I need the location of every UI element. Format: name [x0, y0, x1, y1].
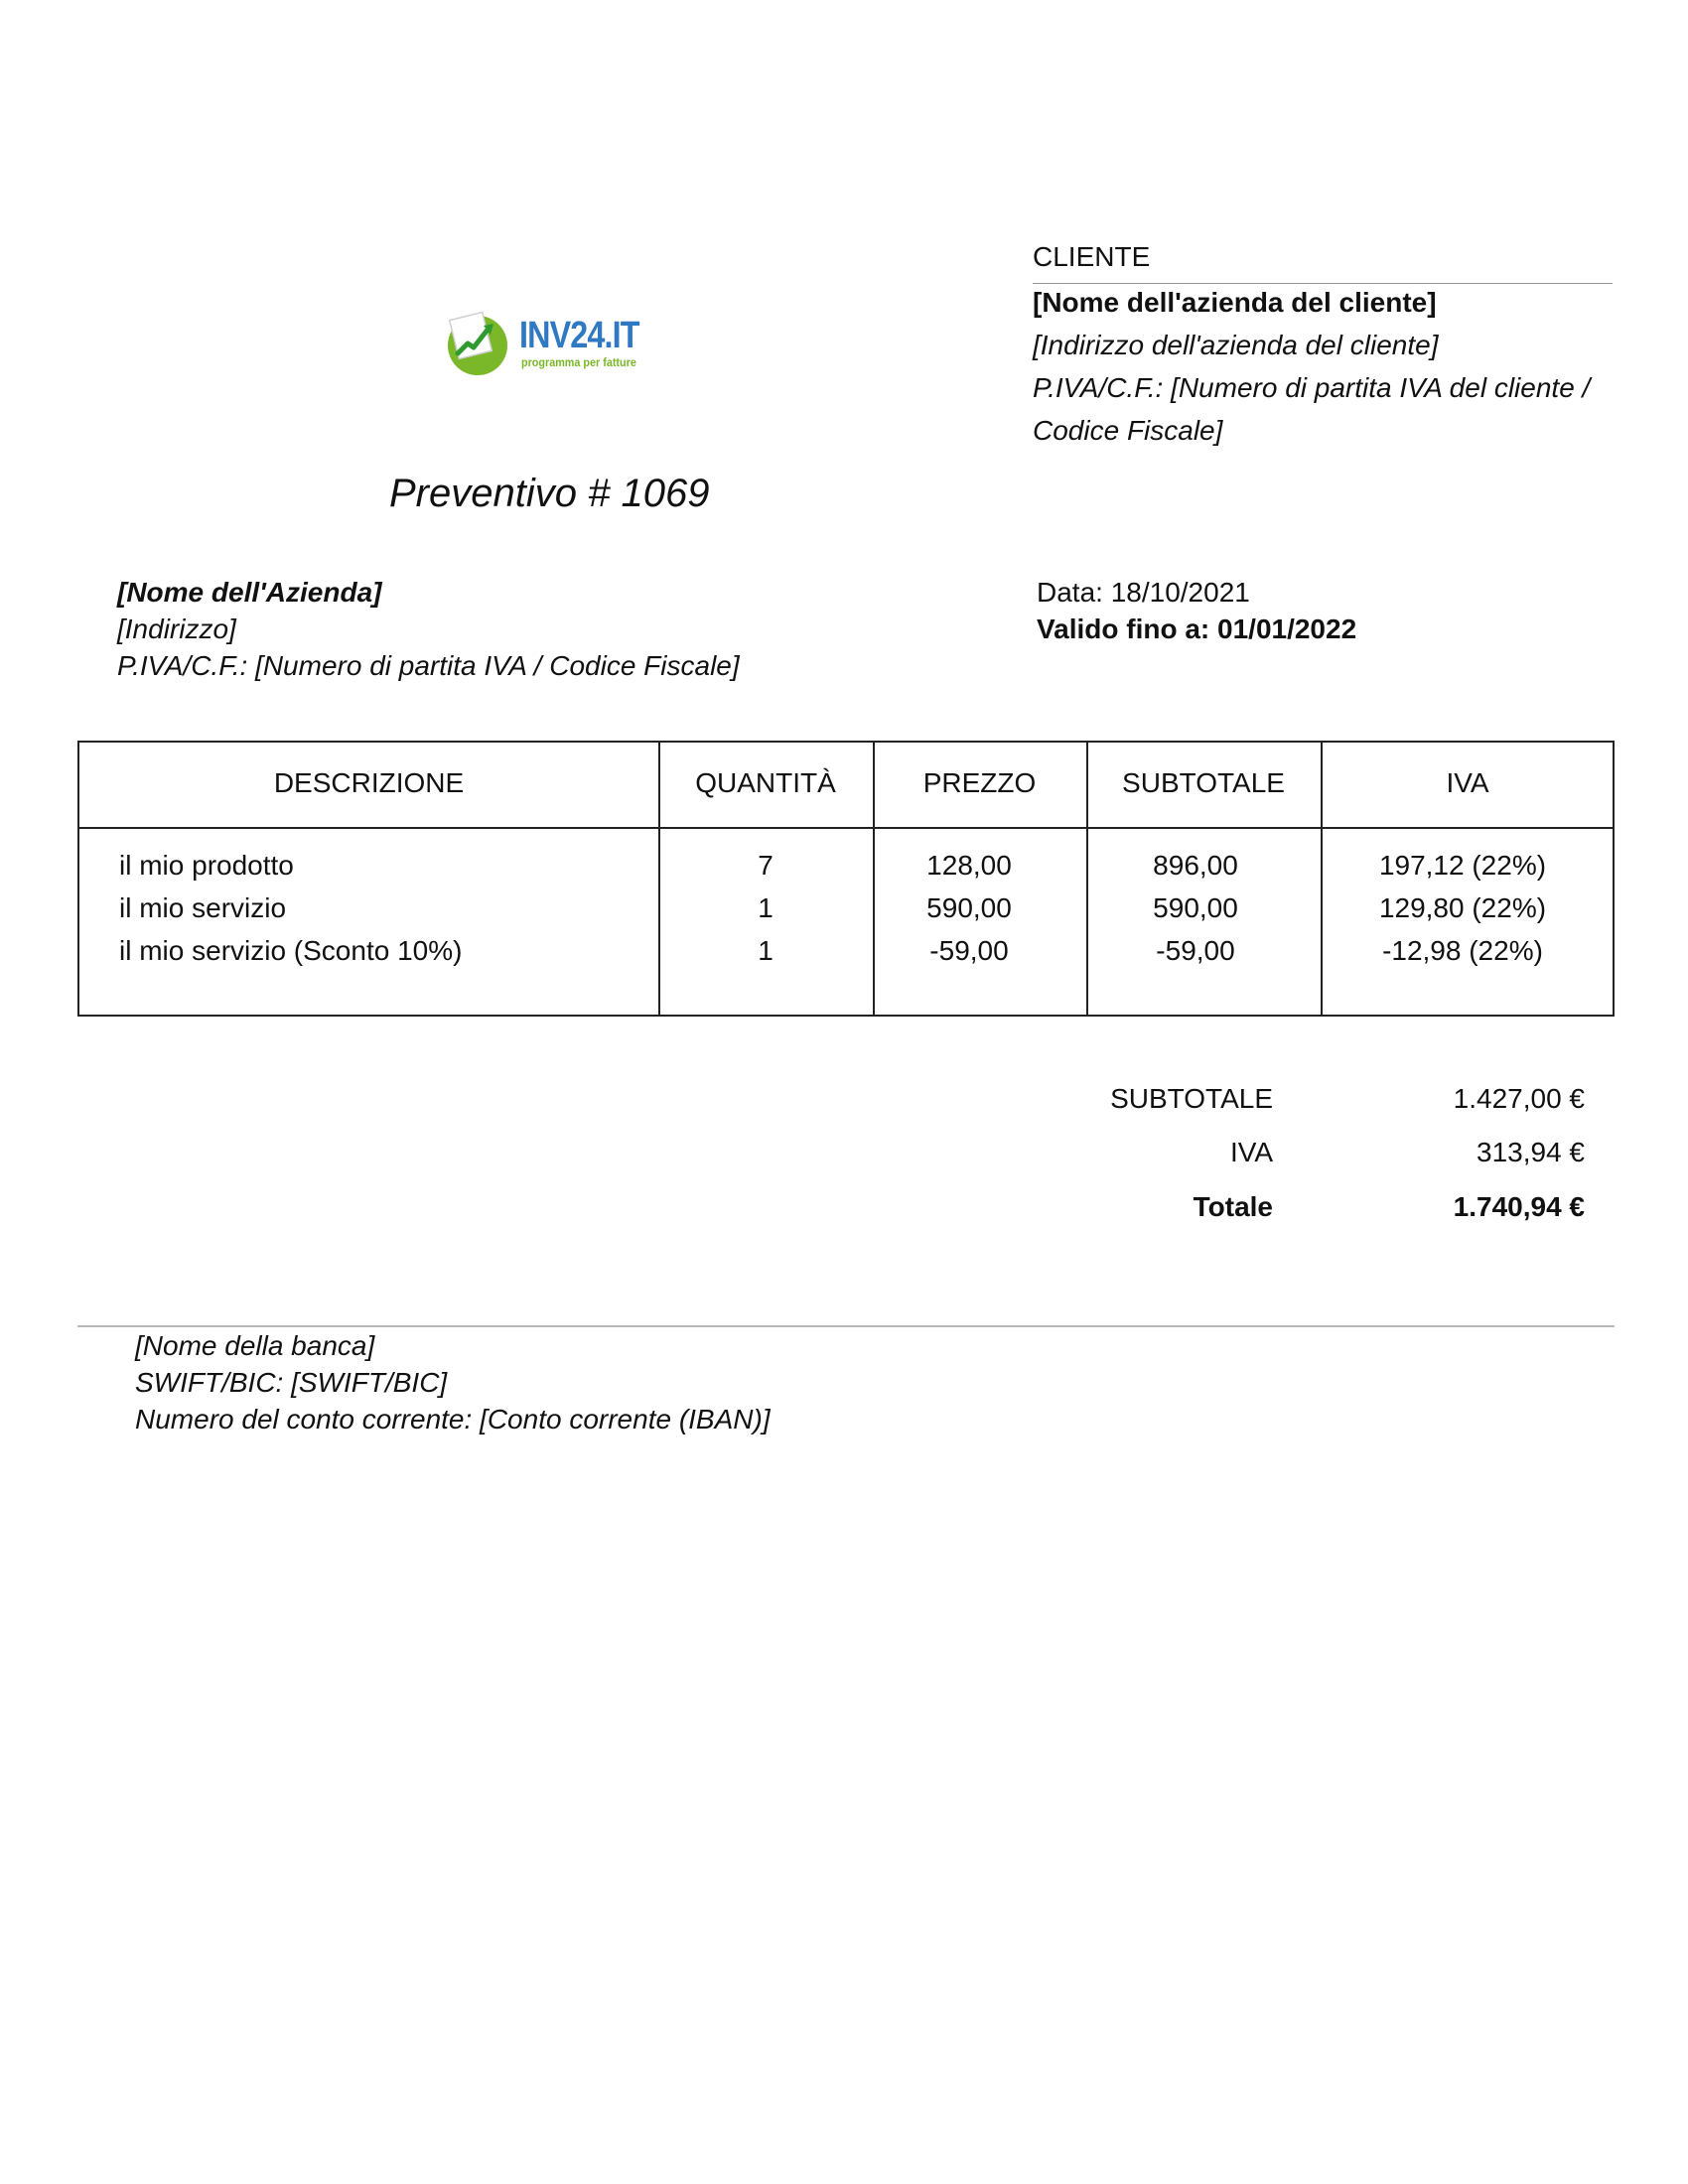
subtotal-label: SUBTOTALE: [1110, 1083, 1273, 1114]
company-address: [Indirizzo]: [117, 614, 236, 644]
row-price: -59,00: [929, 935, 1009, 966]
subtotal-value: 1.427,00 €: [1453, 1083, 1585, 1114]
row-vat: 197,12 (22%): [1378, 850, 1547, 881]
valid-until-date: Valido fino a: 01/01/2022: [1037, 614, 1357, 644]
company-vat: P.IVA/C.F.: [Numero di partita IVA / Codice Fiscale]: [117, 650, 740, 681]
row-quantity: 1: [758, 892, 774, 923]
row-subtotal: -59,00: [1156, 935, 1235, 966]
vat-total-label: IVA: [1229, 1137, 1273, 1167]
grand-total-value: 1.740,94 €: [1453, 1191, 1585, 1222]
row-subtotal: 590,00: [1153, 892, 1238, 923]
row-vat: -12,98 (22%): [1382, 935, 1543, 966]
row-vat: 129,80 (22%): [1378, 892, 1547, 923]
bank-name: [Nome della banca]: [135, 1330, 375, 1361]
header-vat: IVA: [1446, 767, 1489, 798]
quote-date: Data: 18/10/2021: [1037, 577, 1250, 608]
bank-swift: SWIFT/BIC: [SWIFT/BIC]: [135, 1367, 448, 1398]
header-subtotal: SUBTOTALE: [1122, 767, 1285, 798]
row-description: il mio prodotto: [119, 850, 294, 881]
grand-total-label: Totale: [1193, 1191, 1273, 1222]
company-name: [Nome dell'Azienda]: [117, 577, 382, 608]
header-price: PREZZO: [922, 767, 1037, 798]
header-description: DESCRIZIONE: [273, 767, 465, 798]
client-address: [Indirizzo dell'azienda del cliente]: [1033, 330, 1439, 360]
bank-account: Numero del conto corrente: [Conto corrente (IBAN)]: [135, 1404, 771, 1434]
items-table: [77, 741, 1615, 1017]
logo-brand-text: INV24.IT: [519, 315, 639, 356]
row-price: 590,00: [926, 892, 1012, 923]
row-quantity: 1: [758, 935, 774, 966]
row-description: il mio servizio: [119, 892, 287, 923]
client-vat-line-2: Codice Fiscale]: [1033, 415, 1223, 446]
quote-title: Preventivo # 1069: [389, 472, 710, 515]
vat-total-value: 313,94 €: [1477, 1137, 1585, 1167]
logo-chart-icon: [444, 308, 511, 377]
client-vat-line-1: P.IVA/C.F.: [Numero di partita IVA del cliente /: [1033, 372, 1591, 403]
logo-tagline: programma per fatture: [521, 355, 636, 369]
row-subtotal: 896,00: [1153, 850, 1238, 881]
client-label: CLIENTE: [1033, 241, 1151, 272]
header-divider: [79, 827, 1613, 829]
row-quantity: 7: [758, 850, 774, 881]
header-quantity: QUANTITÀ: [695, 767, 836, 798]
row-price: 128,00: [926, 850, 1012, 881]
row-description: il mio servizio (Sconto 10%): [119, 935, 463, 966]
company-logo: [444, 308, 638, 383]
client-name: [Nome dell'azienda del cliente]: [1033, 287, 1437, 318]
